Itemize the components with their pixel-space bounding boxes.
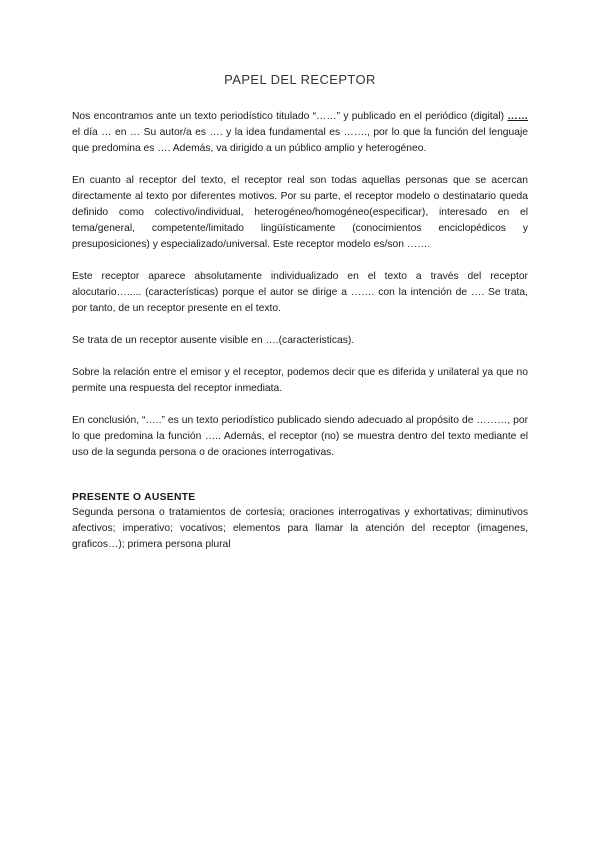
paragraph-receptor-absent: Se trata de un receptor ausente visible en ….(caracteristicas). [72,335,355,346]
paragraph-intro [72,109,528,157]
paragraph-receptor-model: En cuanto al receptor del texto, el receptor real son todas aquellas personas que se acercan directamente al texto por diferentes motivos. Por su parte, el receptor modelo o destinatario queda definido como colectivo/individual, heterogéneo/homogéneo(especificar), interesado en el tema/general, competente/limitado lingüísticamente (conocimientos enciclopédicos y presuposiciones) y especializado/universal. Este receptor modelo es/son ……. [72,175,528,250]
paragraph-relation: Sobre la relación entre el emisor y el receptor, podemos decir que es diferida y unilateral ya que no permite una respuesta del receptor inmediata. [72,367,528,394]
paragraph-intro-start: Nos encontramos ante un texto periodístico titulado “……” y publicado en el periódico (digital) [72,111,508,122]
document-page [72,72,528,553]
section-heading: PRESENTE O AUSENTE [72,492,196,503]
document-title: PAPEL DEL RECEPTOR [224,72,376,87]
section-body: Segunda persona o tratamientos de cortesía; oraciones interrogativas y exhortativas; diminutivos afectivos; imperativo; vocativos; elementos para llamar la atención del receptor (imagenes, graficos…); primera persona plural [72,507,528,550]
paragraph-receptor-individualized: Este receptor aparece absolutamente individualizado en el texto a través del receptor alocutario…..... (características) porque el autor se dirige a ……. con la intención de …. Se trata, por tanto, de un receptor presente en el texto. [72,271,528,314]
paragraph-intro-end: el día … en … Su autor/a es …. y la idea fundamental es ……., por lo que la función del lenguaje que predomina es …. Además, va dirigido a un público amplio y heterogéneo. [72,127,528,154]
section-presente-ausente [72,491,528,553]
paragraph-conclusion: En conclusión, “…..” es un texto periodístico publicado siendo adecuado al propósito de ………, por lo que predomina la función ….. Además, el receptor (no) se muestra dentro del texto mediante el uso de la segunda persona o de oraciones interrogativas. [72,415,528,458]
newspaper-name-placeholder: …… [507,111,528,122]
